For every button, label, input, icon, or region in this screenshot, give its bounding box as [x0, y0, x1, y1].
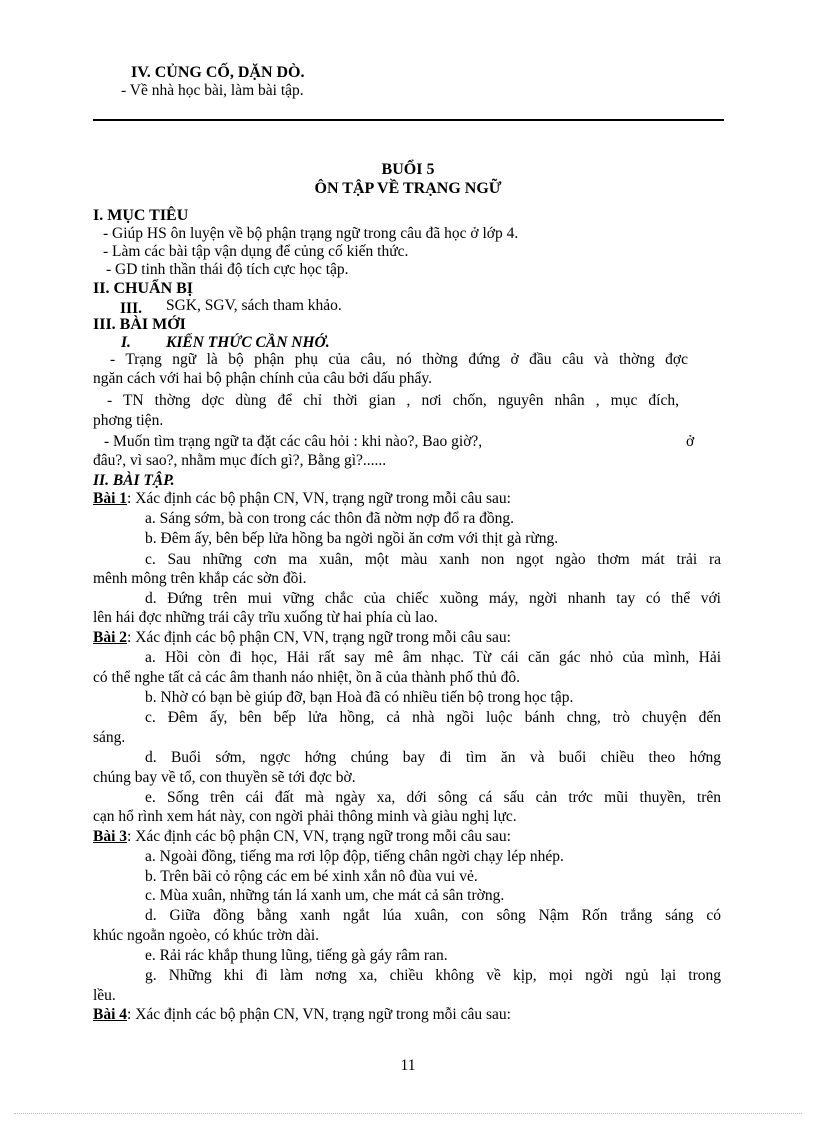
knowledge-line: - TN thờng dợc dùng để chỉ thời gian , nơi chốn, nguyên nhân , mục đích, [107, 392, 679, 409]
exercise-line: c. Sau những cơn ma xuân, một màu xanh non ngọt ngào thơm mát trải ra [145, 551, 721, 568]
exercise-line: a. Sáng sớm, bà con trong các thôn đã nờm nợp đổ ra đồng. [145, 510, 514, 527]
exercise-line: e. Sống trên cái đất mà ngày xa, dới sông cá sấu cản trớc mũi thuyền, trên [145, 789, 721, 806]
objective-item: - Làm các bài tập vận dụng để củng cố kiến thức. [103, 243, 409, 260]
knowledge-marker: I. [121, 334, 131, 351]
section-divider [93, 119, 724, 121]
objective-item: - Giúp HS ôn luyện về bộ phận trạng ngữ trong câu đã học ở lớp 4. [103, 225, 519, 242]
topic-title: ÔN TẬP VỀ TRẠNG NGỮ [314, 180, 502, 197]
exercise-line: b. Trên bãi cỏ rộng các em bé xinh xắn nô đùa vui vẻ. [145, 868, 478, 885]
exercise-label: Bài 4 [93, 1006, 128, 1023]
objectives-heading: I. MỤC TIÊU [93, 207, 189, 224]
exercise-line: lều. [93, 987, 116, 1004]
exercise-prompt: : Xác định các bộ phận CN, VN, trạng ngữ trong mỗi câu sau: [127, 1006, 511, 1023]
exercise-line: c. Đêm ấy, bên bếp lửa hồng, cả nhà ngồi luộc bánh chng, trò chuyện đến [145, 709, 721, 726]
knowledge-line: ngăn cách với hai bộ phận chính của câu bởi dấu phẩy. [93, 370, 433, 387]
exercise-3-header [93, 828, 511, 846]
exercise-line: mênh mông trên khắp các sờn đồi. [93, 570, 307, 587]
exercise-line: d. Giữa đồng bằng xanh ngắt lúa xuân, con sông Nậm Rốn trắng sáng có [145, 907, 721, 924]
exercises-heading: II. BÀI TẬP. [93, 472, 175, 489]
exercise-4-header [93, 1006, 511, 1024]
knowledge-line: đâu?, vì sao?, nhằm mục đích gì?, Bằng gì?...... [93, 452, 387, 469]
lesson-heading: III. BÀI MỚI [93, 316, 186, 333]
exercise-line: e. Rải rác khắp thung lũng, tiếng gà gáy râm ran. [145, 947, 448, 964]
exercise-2-header [93, 629, 511, 647]
exercise-line: có thể nghe tất cả các âm thanh náo nhiệt, ồn ã của thành phố thủ đô. [93, 669, 520, 686]
objective-item: - GD tinh thần thái độ tích cực học tập. [106, 261, 349, 278]
knowledge-heading: KIẾN THỨC CẦN NHỚ. [166, 334, 330, 351]
exercise-line: d. Buổi sớm, ngợc hớng chúng bay đi tìm ăn và buổi chiều theo hớng [145, 749, 721, 766]
exercise-line: g. Những khi đi làm nơng xa, chiều không về kịp, mọi ngời ngủ lại trong [145, 967, 721, 984]
knowledge-line: - Muốn tìm trạng ngữ ta đặt các câu hỏi : khi nào?, Bao giờ?, [104, 433, 483, 450]
exercise-line: b. Nhờ có bạn bè giúp đỡ, bạn Hoà đã có nhiều tiến bộ trong học tập. [145, 689, 574, 706]
exercise-line: c. Mùa xuân, những tán lá xanh um, che mát cả sân trờng. [145, 887, 505, 904]
exercise-prompt: : Xác định các bộ phận CN, VN, trạng ngữ trong mỗi câu sau: [127, 490, 511, 507]
knowledge-line: phơng tiện. [93, 412, 164, 429]
exercise-line: sáng. [93, 729, 126, 746]
exercise-label: Bài 2 [93, 629, 128, 646]
exercise-label: Bài 3 [93, 828, 128, 845]
exercise-line: khúc ngoằn ngoèo, có khúc trờn dài. [93, 927, 319, 944]
exercise-line: a. Ngoài đồng, tiếng ma rơi lộp độp, tiếng chân ngời chạy lép nhép. [145, 848, 564, 865]
preparation-heading: II. CHUẨN BỊ [93, 280, 194, 297]
session-title: BUỔI 5 [381, 161, 435, 178]
exercise-line: b. Đêm ấy, bên bếp lửa hồng ba ngời ngồi ăn cơm với thịt gà rừng. [145, 530, 559, 547]
exercise-label: Bài 1 [93, 490, 128, 507]
page-bottom-border [14, 1113, 802, 1114]
exercise-line: d. Đứng trên mui vững chắc của chiếc xuồng máy, ngời nhanh tay có thể với [145, 590, 721, 607]
exercise-prompt: : Xác định các bộ phận CN, VN, trạng ngữ trong mỗi câu sau: [127, 629, 511, 646]
page-number: 11 [400, 1057, 416, 1074]
exercise-line: a. Hồi còn đi học, Hải rất say mê âm nhạc. Từ cái căn gác nhỏ của mình, Hải [145, 649, 721, 666]
knowledge-line: ở [686, 433, 695, 450]
preparation-marker: III. [120, 300, 142, 317]
prev-section-item: - Về nhà học bài, làm bài tập. [121, 82, 304, 99]
exercise-line: chúng bay về tổ, con thuyền sẽ tới đợc bờ. [93, 769, 356, 786]
exercise-1-header [93, 490, 511, 508]
preparation-item: SGK, SGV, sách tham khảo. [166, 297, 342, 314]
exercise-line: cạn hổ rình xem hát này, con ngời phải thông minh và giàu nghị lực. [93, 808, 517, 825]
prev-section-heading: IV. CỦNG CỐ, DẶN DÒ. [131, 64, 305, 81]
knowledge-line: - Trạng ngữ là bộ phận phụ của câu, nó thờng đứng ở đầu câu và thờng đợc [110, 351, 688, 368]
exercise-line: lên hái đợc những trái cây trĩu xuống từ hai phía cù lao. [93, 609, 438, 626]
exercise-prompt: : Xác định các bộ phận CN, VN, trạng ngữ trong mỗi câu sau: [127, 828, 511, 845]
